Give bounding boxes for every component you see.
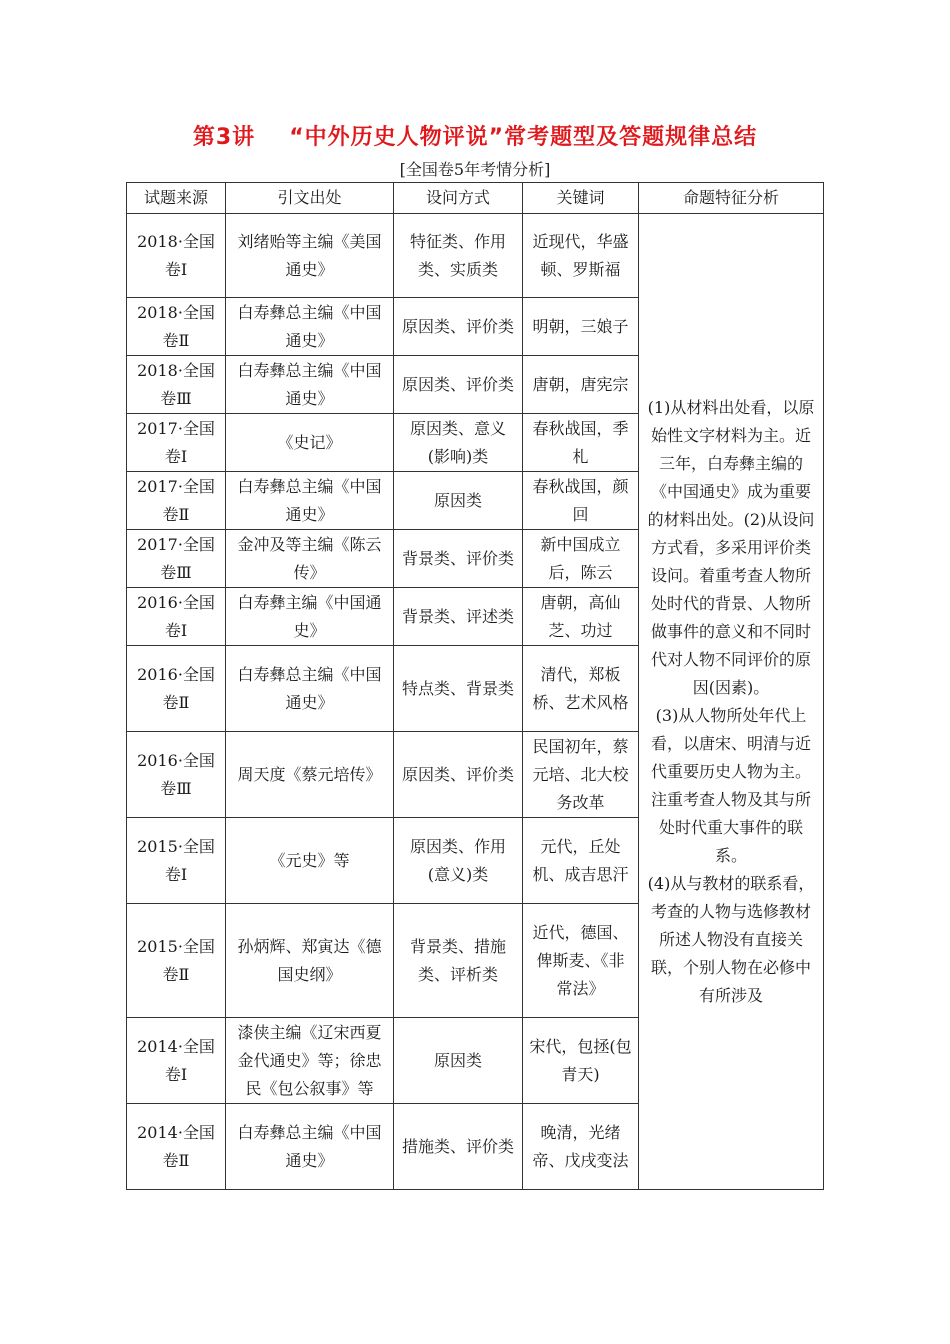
analysis-paragraph: (4)从与教材的联系看，考查的人物与选修教材所述人物没有直接关联，个别人物在必修中有所涉及 (647, 873, 815, 1005)
cell-question: 原因类 (394, 1018, 523, 1104)
cell-citation: 白寿彝总主编《中国通史》 (226, 646, 394, 732)
cell-source: 2018·全国卷Ⅲ (127, 356, 226, 414)
cell-question: 特征类、作用类、实质类 (394, 214, 523, 298)
cell-citation: 白寿彝总主编《中国通史》 (226, 298, 394, 356)
cell-source: 2016·全国卷Ⅱ (127, 646, 226, 732)
cell-source: 2017·全国卷Ⅲ (127, 530, 226, 588)
cell-citation: 《史记》 (226, 414, 394, 472)
analysis-paragraph: (3)从人物所处年代上看，以唐宋、明清与近代重要历史人物为主。注重考查人物及其与所处时代重大事件的联系。 (650, 705, 811, 865)
cell-question: 背景类、评价类 (394, 530, 523, 588)
table-row (127, 214, 824, 298)
cell-keywords: 春秋战国，颜回 (523, 472, 639, 530)
cell-keywords: 民国初年，蔡元培、北大校务改革 (523, 732, 639, 818)
cell-question: 背景类、措施类、评析类 (394, 904, 523, 1018)
cell-source: 2015·全国卷Ⅱ (127, 904, 226, 1018)
cell-keywords: 唐朝，唐宪宗 (523, 356, 639, 414)
header-citation: 引文出处 (226, 183, 394, 214)
cell-question: 原因类、评价类 (394, 732, 523, 818)
cell-citation: 白寿彝总主编《中国通史》 (226, 472, 394, 530)
cell-source: 2018·全国卷Ⅱ (127, 298, 226, 356)
cell-keywords: 清代，郑板桥、艺术风格 (523, 646, 639, 732)
cell-citation: 白寿彝总主编《中国通史》 (226, 1104, 394, 1190)
cell-source: 2018·全国卷Ⅰ (127, 214, 226, 298)
cell-question: 原因类、评价类 (394, 298, 523, 356)
cell-question: 原因类、作用(意义)类 (394, 818, 523, 904)
cell-citation: 周天度《蔡元培传》 (226, 732, 394, 818)
table-header-row (127, 183, 824, 214)
cell-citation: 白寿彝总主编《中国通史》 (226, 356, 394, 414)
exam-analysis-table (126, 182, 824, 1190)
cell-question: 背景类、评述类 (394, 588, 523, 646)
cell-citation: 刘绪贻等主编《美国通史》 (226, 214, 394, 298)
cell-source: 2015·全国卷Ⅰ (127, 818, 226, 904)
analysis-paragraph: (1)从材料出处看，以原始性文字材料为主。近三年，白寿彝主编的《中国通史》成为重要的材料出处。(2)从设问方式看，多采用评价类设问。着重考查人物所处时代的背景、人物所做事件的意义和不同时代对人物不同评价的原因(因素)。 (647, 397, 815, 697)
header-source: 试题来源 (127, 183, 226, 214)
analysis-cell (639, 214, 824, 1190)
cell-citation: 漆侠主编《辽宋西夏金代通史》等；徐忠民《包公叙事》等 (226, 1018, 394, 1104)
cell-question: 措施类、评价类 (394, 1104, 523, 1190)
cell-keywords: 近现代，华盛顿、罗斯福 (523, 214, 639, 298)
cell-keywords: 宋代，包拯(包青天) (523, 1018, 639, 1104)
cell-keywords: 晚清，光绪帝、戊戌变法 (523, 1104, 639, 1190)
cell-citation: 孙炳辉、郑寅达《德国史纲》 (226, 904, 394, 1018)
page-subtitle: [全国卷5年考情分析] (399, 160, 551, 179)
cell-keywords: 元代，丘处机、成吉思汗 (523, 818, 639, 904)
lecture-number: 第3讲 (192, 125, 256, 150)
page-title (0, 120, 950, 151)
cell-question: 原因类 (394, 472, 523, 530)
cell-citation: 白寿彝主编《中国通史》 (226, 588, 394, 646)
cell-source: 2017·全国卷Ⅰ (127, 414, 226, 472)
cell-source: 2014·全国卷Ⅰ (127, 1018, 226, 1104)
header-keywords: 关键词 (523, 183, 639, 214)
cell-keywords: 唐朝，高仙芝、功过 (523, 588, 639, 646)
cell-source: 2017·全国卷Ⅱ (127, 472, 226, 530)
cell-source: 2016·全国卷Ⅲ (127, 732, 226, 818)
cell-question: 特点类、背景类 (394, 646, 523, 732)
cell-citation: 金冲及等主编《陈云传》 (226, 530, 394, 588)
cell-question: 原因类、评价类 (394, 356, 523, 414)
lecture-topic: “中外历史人物评说”常考题型及答题规律总结 (289, 125, 758, 150)
cell-citation: 《元史》等 (226, 818, 394, 904)
cell-keywords: 新中国成立后，陈云 (523, 530, 639, 588)
cell-question: 原因类、意义(影响)类 (394, 414, 523, 472)
header-question: 设问方式 (394, 183, 523, 214)
header-analysis: 命题特征分析 (639, 183, 824, 214)
cell-keywords: 明朝，三娘子 (523, 298, 639, 356)
cell-source: 2014·全国卷Ⅱ (127, 1104, 226, 1190)
cell-keywords: 近代，德国、俾斯麦、《非常法》 (523, 904, 639, 1018)
cell-keywords: 春秋战国，季札 (523, 414, 639, 472)
cell-source: 2016·全国卷Ⅰ (127, 588, 226, 646)
